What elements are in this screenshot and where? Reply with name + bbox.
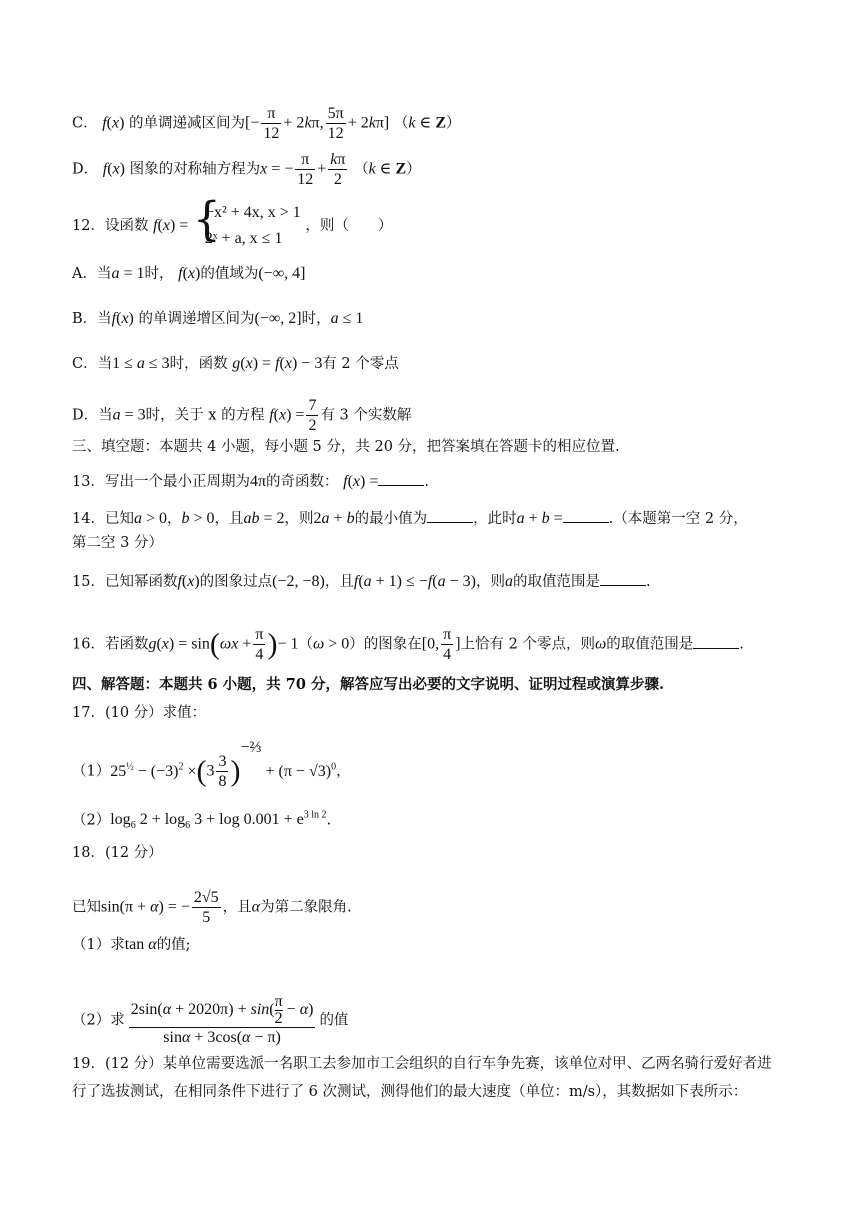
q11-option-d: D． f(x) 图象的对称轴方程为x = − $\frac{\pi}{12}$ + $\frac{k\pi}{2}$ （k ∈ Z） bbox=[72, 151, 421, 188]
q18-given: 已知sin(π + α) = − $\frac{2√5}{5}$ ，且α为第二象限角. bbox=[72, 889, 352, 926]
piecewise-brace: { −x² + 4x, x > 1 2ˣ + a, x ≤ 1 bbox=[192, 192, 301, 247]
q19-line2: 行了选拔测试，在相同条件下进行了 6 次测试，测得他们的最大速度（单位：m/s），其数据如下表所示： bbox=[72, 1084, 748, 1100]
q11-option-c: C． f(x) 的单调递减区间为[− $\frac{\pi}{12}$ + 2kπ, $\frac{5\pi}{12}$ + 2kπ] （k ∈ Z） bbox=[72, 105, 461, 142]
q12-option-c: C．当1 ≤ a ≤ 3时，函数 g(x) = f(x) − 3有 2 个零点 bbox=[72, 355, 399, 372]
q18-part2: （2）求 2sin(α + 2020π) + sin( $\frac{\pi}{2}$ − α) sinα + 3cos(α − π) 的值 bbox=[72, 993, 349, 1046]
q18-part1: （1）求tan α的值; bbox=[72, 936, 191, 953]
answer-blank bbox=[600, 571, 646, 586]
answer-blank bbox=[427, 508, 473, 523]
q19-line1: 19．(12 分）某单位需要选派一名职工去参加市工会组织的自行车争先赛，该单位对甲、乙两名骑行爱好者进 bbox=[72, 1056, 772, 1072]
answer-blank bbox=[693, 634, 739, 649]
q12-option-a: A．当a = 1时， f(x)的值域为(−∞, 4] bbox=[72, 265, 306, 282]
q12-option-d: D．当a = 3时，关于 x 的方程 f(x) = $\frac{7}{2}$ 有 3 个实数解 bbox=[72, 397, 412, 434]
section-3-heading: 三、填空题：本题共 4 小题，每小题 5 分，共 20 分，把答案填在答题卡的相应位置. bbox=[72, 439, 620, 455]
answer-blank bbox=[378, 471, 424, 486]
q12-option-b: B．当f(x) 的单调递增区间为(−∞, 2]时，a ≤ 1 bbox=[72, 310, 364, 327]
q14-line2: 第二空 3 分） bbox=[72, 535, 163, 551]
q17-heading: 17．(10 分）求值： bbox=[72, 705, 207, 721]
q17-part2: $(2)\log_6$ $2 + \log_6 3 + \log 0.001 + e^{3 ln 2}$. bbox=[72, 810, 332, 832]
q14: 14．已知a > 0，b > 0，且ab = 2，则2a + b的最小值为 ，此时a + b = .（本题第一空 2 分， bbox=[72, 510, 748, 527]
q15: 15．已知幂函数f(x)的图象过点(−2, −8)，且f(a + 1) ≤ −f(a − 3)，则a的取值范围是 . bbox=[72, 573, 651, 590]
q18-heading: 18．(12 分） bbox=[72, 845, 163, 861]
q13: 13．写出一个最小正周期为4π的奇函数： f(x) = . bbox=[72, 473, 429, 490]
answer-blank bbox=[563, 508, 609, 523]
q12-stem: 12．设函数 f(x) = { −x² + 4x, x > 1 2ˣ + a, x ≤ 1 ，则（ ） bbox=[72, 200, 392, 252]
q16: 16．若函数g(x) = sin(ωx + $\frac{\pi}{4}$ )− 1（ω > 0）的图象在[0, $\frac{\pi}{4}$ ]上恰有 2 个零点，则ω的取值范围是 . bbox=[72, 626, 744, 663]
section-4-heading: 四、解答题：本题共 6 小题，共 70 分，解答应写出必要的文字说明、证明过程或演算步骤. bbox=[72, 676, 665, 693]
q17-part1: $(1)25^{\frac{1}{2}} - (-3)^2 \times(3$ $\frac{3}{8}$ )$^{-\frac{2}{3}} + (\pi - √3)^0$， bbox=[72, 738, 351, 790]
